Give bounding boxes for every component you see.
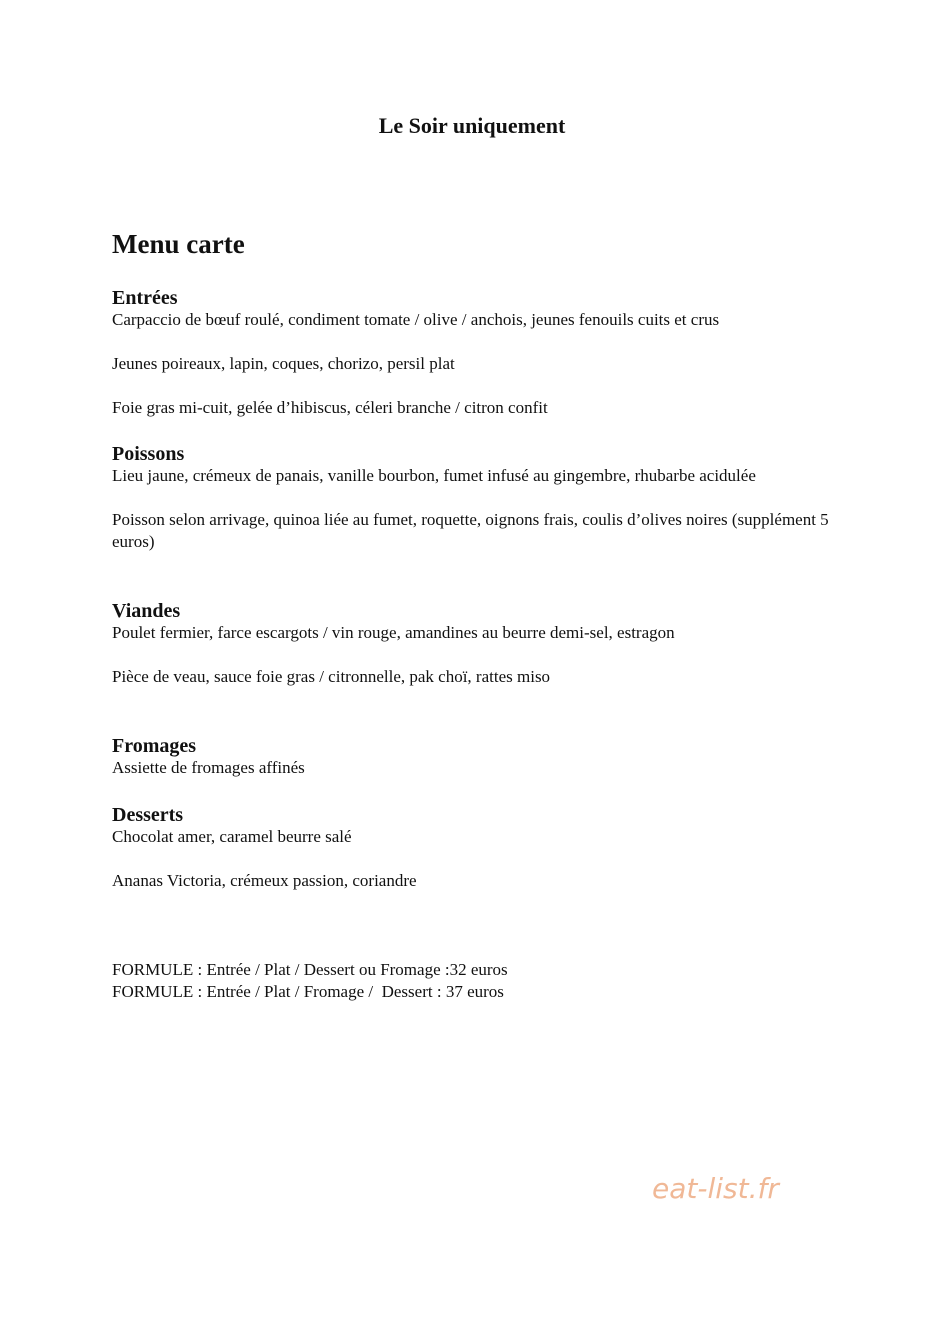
section-title-fromages: Fromages [112,735,197,757]
page-title: Le Soir uniquement [378,113,566,138]
dish-item: Jeunes poireaux, lapin, coques, chorizo, persil plat [112,354,455,373]
section-entrees [112,287,831,419]
formula-line: FORMULE : Entrée / Plat / Dessert ou Fromage :32 euros [112,960,508,979]
dish-item: Foie gras mi-cuit, gelée d’hibiscus, céleri branche / citron confit [112,398,548,417]
dish-item: Poulet fermier, farce escargots / vin rouge, amandines au beurre demi-sel, estragon [112,623,675,642]
dish-item: Chocolat amer, caramel beurre salé [112,827,352,846]
dish-item: Ananas Victoria, crémeux passion, coriandre [112,871,417,890]
section-fromages [112,735,831,779]
dish-item: Poisson selon arrivage, quinoa liée au fumet, roquette, oignons frais, coulis d’olives noires (supplément 5 euros) [112,510,829,551]
section-poissons [112,443,831,553]
section-title-viandes: Viandes [112,600,181,622]
dish-item: Carpaccio de bœuf roulé, condiment tomate / olive / anchois, jeunes fenouils cuits et crus [112,310,720,329]
section-title-entrees: Entrées [112,287,178,309]
formula-line: FORMULE : Entrée / Plat / Fromage / Dessert : 37 euros [112,982,504,1001]
section-title-desserts: Desserts [112,804,184,826]
watermark: eat-list.fr [652,1172,779,1205]
menu-heading: Menu carte [112,229,245,259]
section-desserts [112,804,831,892]
section-title-poissons: Poissons [112,443,185,465]
dish-item: Assiette de fromages affinés [112,758,305,777]
dish-item: Pièce de veau, sauce foie gras / citronnelle, pak choï, rattes miso [112,667,551,686]
dish-item: Lieu jaune, crémeux de panais, vanille bourbon, fumet infusé au gingembre, rhubarbe acidulée [112,466,756,485]
formula-block [112,959,508,1003]
section-viandes [112,600,831,688]
